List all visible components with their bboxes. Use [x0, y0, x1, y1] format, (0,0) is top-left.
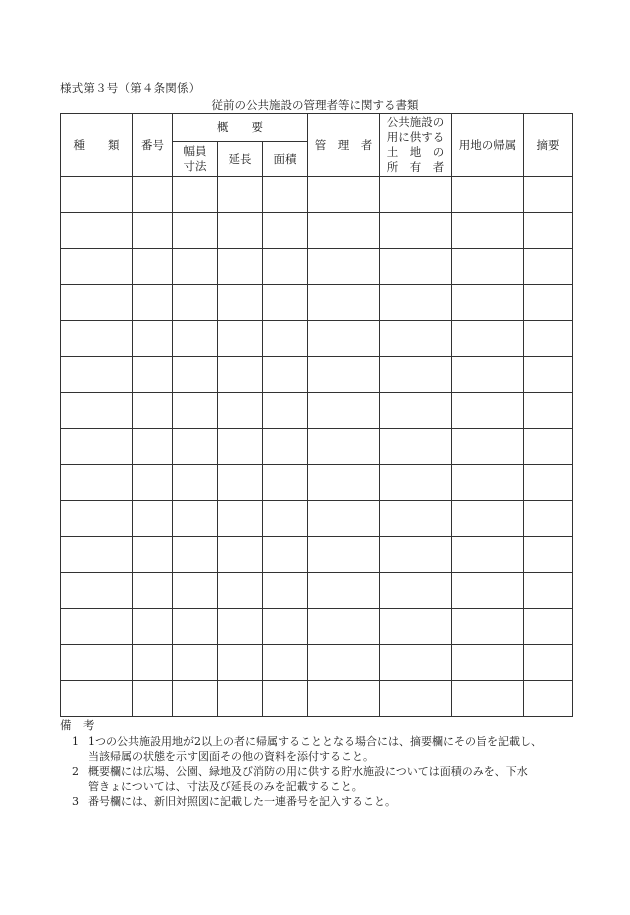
table-cell — [452, 465, 524, 501]
table-cell — [173, 357, 218, 393]
document-title: 従前の公共施設の管理者等に関する書類 — [211, 98, 419, 112]
table-cell — [133, 357, 173, 393]
notes-list — [72, 734, 584, 809]
table-cell — [61, 357, 133, 393]
table-row — [61, 429, 573, 465]
table-cell — [218, 213, 263, 249]
header-land-owner — [380, 114, 452, 177]
table-cell — [61, 609, 133, 645]
notes-heading: 備 考 — [60, 718, 95, 732]
table-cell — [218, 357, 263, 393]
header-length: 延長 — [218, 142, 263, 177]
table-cell — [218, 429, 263, 465]
header-land-owner-line2: 用に供する — [386, 130, 445, 144]
table-cell — [173, 681, 218, 717]
table-row — [61, 249, 573, 285]
table-row — [61, 321, 573, 357]
form-number: 様式第３号（第４条関係） — [60, 81, 201, 95]
header-summary: 概 要 — [173, 114, 308, 142]
table-cell — [308, 573, 380, 609]
table-cell — [380, 357, 452, 393]
table-cell — [524, 285, 573, 321]
table-cell — [218, 465, 263, 501]
table-cell — [308, 321, 380, 357]
table-row — [61, 645, 573, 681]
table-cell — [380, 285, 452, 321]
table-cell — [308, 357, 380, 393]
table-row — [61, 537, 573, 573]
table-cell — [452, 609, 524, 645]
table-cell — [173, 573, 218, 609]
table-cell — [524, 393, 573, 429]
table-cell — [218, 321, 263, 357]
table-cell — [263, 501, 308, 537]
table-cell — [452, 537, 524, 573]
header-width-dimension-line2: 寸法 — [183, 159, 207, 173]
table-cell — [218, 249, 263, 285]
table-cell — [524, 177, 573, 213]
note-text: 1つの公共施設用地が2以上の者に帰属することとなる場合には、摘要欄にその旨を記載し、 — [88, 735, 542, 748]
table-cell — [173, 213, 218, 249]
header-land-owner-line4: 所 有 者 — [386, 160, 445, 174]
header-width-dimension — [173, 142, 218, 177]
table-cell — [263, 573, 308, 609]
table-cell — [308, 177, 380, 213]
table-cell — [524, 249, 573, 285]
table-cell — [452, 573, 524, 609]
table-cell — [133, 681, 173, 717]
header-remarks: 摘要 — [524, 114, 573, 177]
table-cell — [524, 645, 573, 681]
table-row — [61, 177, 573, 213]
header-kind: 種 類 — [61, 114, 133, 177]
table-cell — [263, 645, 308, 681]
table-cell — [218, 501, 263, 537]
table-cell — [308, 429, 380, 465]
table-cell — [524, 573, 573, 609]
table-cell — [173, 537, 218, 573]
table-cell — [173, 609, 218, 645]
table-cell — [218, 645, 263, 681]
table-row — [61, 465, 573, 501]
note-continuation: 当該帰属の状態を示す図面その他の資料を添付すること。 — [88, 750, 374, 763]
table-cell — [380, 393, 452, 429]
table-cell — [263, 429, 308, 465]
table-cell — [173, 465, 218, 501]
table-cell — [133, 177, 173, 213]
header-area: 面積 — [263, 142, 308, 177]
table-row — [61, 357, 573, 393]
table-cell — [218, 285, 263, 321]
table-cell — [380, 537, 452, 573]
table-row — [61, 609, 573, 645]
note-item — [72, 734, 584, 749]
table-cell — [133, 573, 173, 609]
table-cell — [452, 285, 524, 321]
table-cell — [133, 429, 173, 465]
header-width-dimension-line1: 幅員 — [183, 144, 207, 158]
table-cell — [133, 213, 173, 249]
header-manager: 管 理 者 — [308, 114, 380, 177]
table-cell — [61, 177, 133, 213]
table-cell — [133, 609, 173, 645]
table-cell — [308, 645, 380, 681]
table-cell — [263, 285, 308, 321]
table-cell — [61, 573, 133, 609]
table-cell — [524, 501, 573, 537]
table-cell — [61, 321, 133, 357]
table-cell — [524, 213, 573, 249]
table-cell — [380, 321, 452, 357]
table-cell — [263, 465, 308, 501]
table-cell — [173, 393, 218, 429]
table-cell — [218, 177, 263, 213]
table-cell — [173, 321, 218, 357]
table-cell — [218, 609, 263, 645]
note-item — [72, 764, 584, 779]
table-row — [61, 285, 573, 321]
table-cell — [61, 213, 133, 249]
table-cell — [61, 249, 133, 285]
table-cell — [308, 681, 380, 717]
table-cell — [263, 393, 308, 429]
table-cell — [380, 249, 452, 285]
table-cell — [524, 465, 573, 501]
note-number: 3 — [72, 795, 79, 808]
table-cell — [61, 429, 133, 465]
table-cell — [61, 537, 133, 573]
table-cell — [173, 249, 218, 285]
table-cell — [173, 645, 218, 681]
table-cell — [380, 501, 452, 537]
table-cell — [263, 537, 308, 573]
table-cell — [524, 609, 573, 645]
table-cell — [61, 645, 133, 681]
table-cell — [452, 321, 524, 357]
table-cell — [133, 537, 173, 573]
facility-manager-table — [60, 113, 573, 717]
table-cell — [173, 429, 218, 465]
table-cell — [452, 645, 524, 681]
table-cell — [263, 609, 308, 645]
table-cell — [61, 681, 133, 717]
table-cell — [308, 393, 380, 429]
note-text: 番号欄には、新旧対照図に記載した一連番号を記入すること。 — [88, 795, 396, 808]
header-land-owner-line1: 公共施設の — [386, 115, 445, 129]
table-cell — [452, 249, 524, 285]
table-cell — [308, 213, 380, 249]
table-cell — [308, 609, 380, 645]
table-cell — [173, 501, 218, 537]
note-number: 2 — [72, 765, 79, 778]
note-item — [72, 794, 584, 809]
table-cell — [452, 213, 524, 249]
table-cell — [380, 465, 452, 501]
table-body — [61, 177, 573, 717]
note-continuation: 管きょについては、寸法及び延長のみを記載すること。 — [88, 780, 363, 793]
table-cell — [380, 645, 452, 681]
header-land-owner-line3: 土 地 の — [386, 145, 445, 159]
table-cell — [263, 213, 308, 249]
note-text: 概要欄には広場、公園、緑地及び消防の用に供する貯水施設については面積のみを、下水 — [88, 765, 528, 778]
table-cell — [380, 573, 452, 609]
table-cell — [524, 537, 573, 573]
table-cell — [452, 681, 524, 717]
table-cell — [380, 213, 452, 249]
table-cell — [308, 249, 380, 285]
table-cell — [218, 537, 263, 573]
table-cell — [173, 285, 218, 321]
table-cell — [133, 645, 173, 681]
table-cell — [263, 249, 308, 285]
table-cell — [133, 393, 173, 429]
table-cell — [61, 465, 133, 501]
table-cell — [524, 681, 573, 717]
table-row — [61, 573, 573, 609]
table-cell — [173, 177, 218, 213]
table-cell — [380, 177, 452, 213]
header-land-belonging: 用地の帰属 — [452, 114, 524, 177]
table-row — [61, 393, 573, 429]
table-cell — [133, 465, 173, 501]
table-cell — [61, 501, 133, 537]
table-cell — [61, 285, 133, 321]
table-cell — [524, 321, 573, 357]
table-cell — [452, 429, 524, 465]
table-cell — [452, 393, 524, 429]
table-cell — [452, 357, 524, 393]
table-cell — [263, 321, 308, 357]
table-cell — [452, 501, 524, 537]
table-cell — [61, 393, 133, 429]
table-cell — [133, 285, 173, 321]
table-cell — [524, 357, 573, 393]
table-cell — [218, 393, 263, 429]
table-cell — [308, 285, 380, 321]
header-number: 番号 — [133, 114, 173, 177]
table-cell — [380, 609, 452, 645]
table-cell — [133, 249, 173, 285]
table-cell — [133, 321, 173, 357]
table-cell — [133, 501, 173, 537]
table-cell — [380, 429, 452, 465]
table-cell — [524, 429, 573, 465]
table-cell — [308, 501, 380, 537]
table-cell — [308, 537, 380, 573]
table-row — [61, 213, 573, 249]
table-cell — [218, 573, 263, 609]
table-header — [61, 114, 573, 177]
table-cell — [263, 681, 308, 717]
table-cell — [263, 357, 308, 393]
table-row — [61, 501, 573, 537]
table-cell — [263, 177, 308, 213]
note-number: 1 — [72, 735, 79, 748]
table-cell — [308, 465, 380, 501]
table-cell — [380, 681, 452, 717]
table-cell — [452, 177, 524, 213]
table-row — [61, 681, 573, 717]
table-cell — [218, 681, 263, 717]
